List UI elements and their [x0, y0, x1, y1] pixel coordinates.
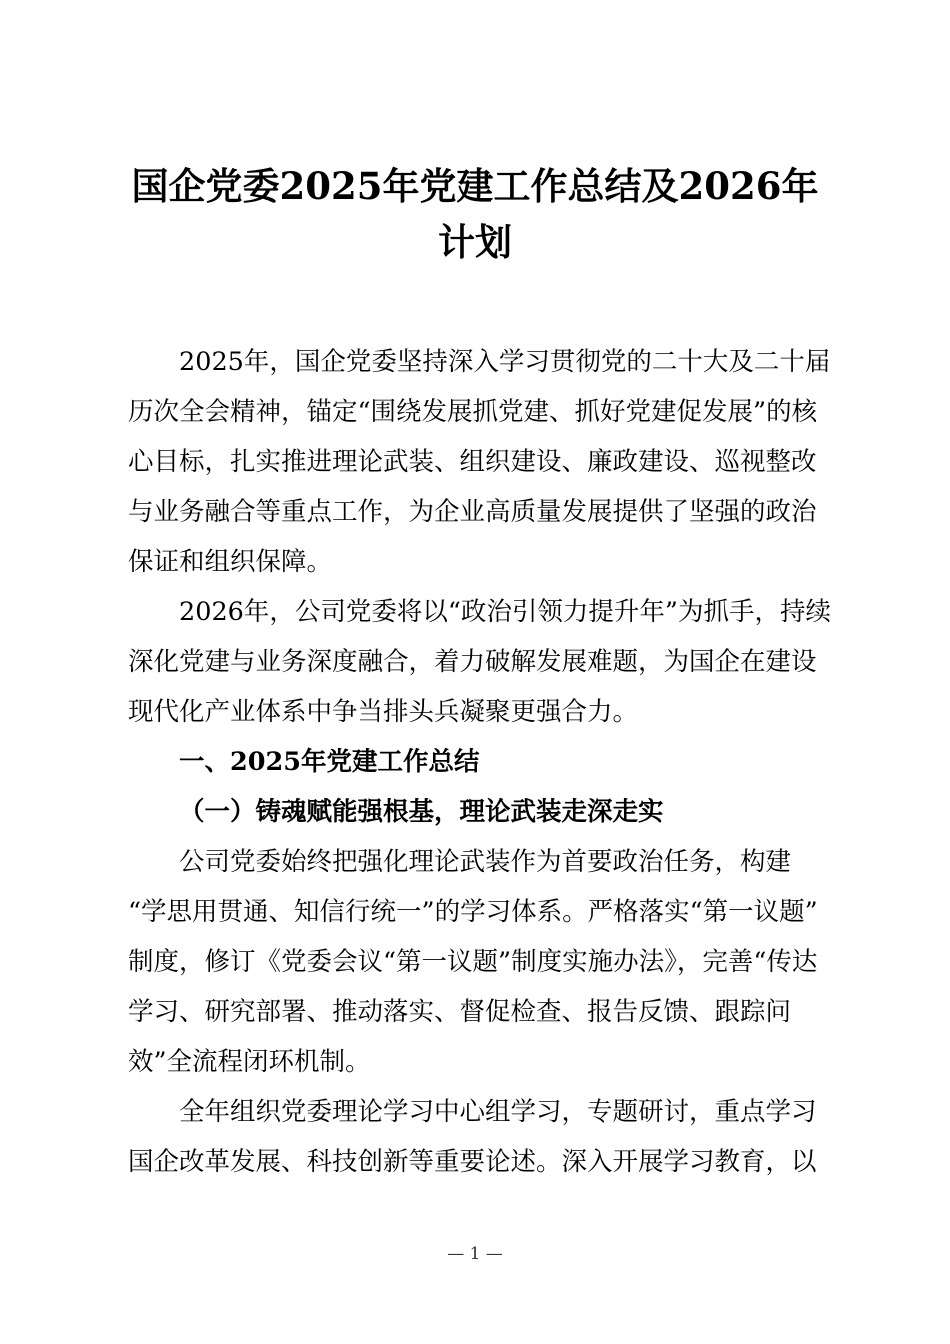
text-line: 制度，修订《党委会议“第一议题”制度实施办法》，完善“传达 [128, 947, 818, 977]
text-line: 深化党建与业务深度融合，着力破解发展难题，为国企在建设 [128, 647, 817, 677]
paragraph [128, 587, 831, 737]
paragraph [128, 337, 831, 587]
text-line: “学思用贯通、知信行统一”的学习体系。严格落实“第一议题” [128, 897, 818, 927]
document-body [128, 337, 831, 1187]
text-line: 保证和组织保障。 [128, 547, 333, 577]
text-line: 效”全流程闭环机制。 [128, 1047, 371, 1077]
text-line: 历次全会精神，锚定“围绕发展抓党建、抓好党建促发展”的核 [128, 397, 818, 427]
text-line: 学习、研究部署、推动落实、督促检查、报告反馈、跟踪问 [128, 997, 792, 1027]
text-line: 与业务融合等重点工作，为企业高质量发展提供了坚强的政治 [128, 497, 817, 527]
section-heading [128, 737, 828, 787]
title-line-2: 计划 [438, 220, 512, 264]
text-line: 全年组织党委理论学习中心组学习，专题研讨，重点学习 [179, 1097, 817, 1127]
paragraph [128, 1087, 828, 1187]
paragraph [128, 837, 828, 1087]
text-line: 2025年，国企党委坚持深入学习贯彻党的二十大及二十届 [179, 347, 831, 377]
text-line: 一、2025年党建工作总结 [179, 747, 480, 777]
page-number: — 1 — [447, 1244, 503, 1264]
text-line: 现代化产业体系中争当排头兵凝聚更强合力。 [128, 697, 639, 727]
title-line-1: 国企党委2025年党建工作总结及2026年 [131, 164, 819, 208]
document-title [100, 158, 850, 270]
text-line: 公司党委始终把强化理论武装作为首要政治任务，构建 [179, 847, 792, 877]
text-line: 心目标，扎实推进理论武装、组织建设、廉政建设、巡视整改 [128, 447, 817, 477]
subsection-heading [128, 787, 828, 837]
text-line: 2026年，公司党委将以“政治引领力提升年”为抓手，持续 [179, 597, 831, 627]
text-line: （一）铸魂赋能强根基，理论武装走深走实 [179, 797, 664, 827]
text-line: 国企改革发展、科技创新等重要论述。深入开展学习教育，以 [128, 1147, 817, 1177]
